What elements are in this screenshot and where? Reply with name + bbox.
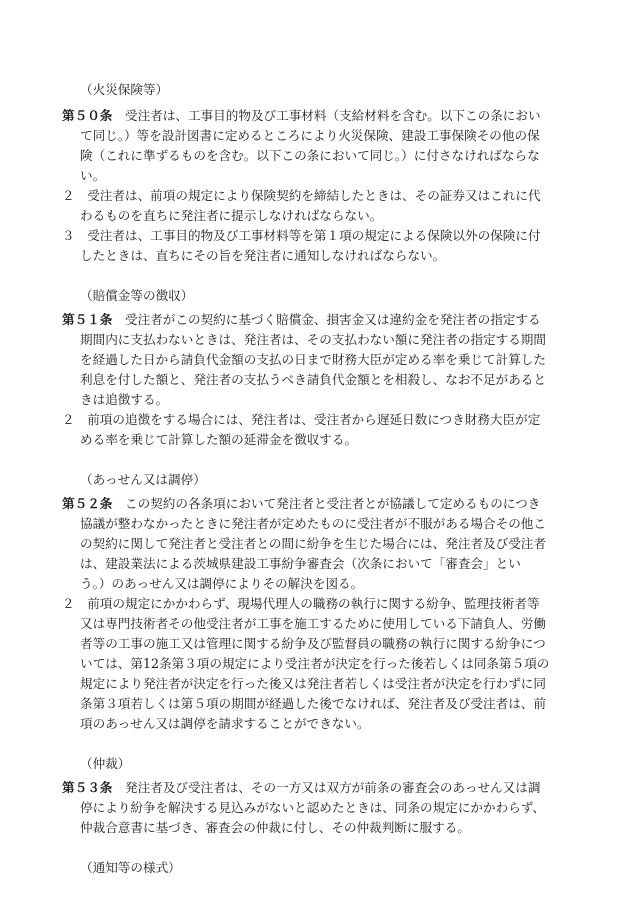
text-line: 受注者がこの契約に基づく賠償金、損害金又は違約金を発注者の指定する bbox=[112, 312, 541, 327]
text-line: したときは、直ちにその旨を発注者に通知しなければならない。 bbox=[80, 248, 446, 263]
text-line: 規定により発注者が決定を行った後又は発注者若しくは受注者が決定を行わずに同 bbox=[80, 676, 546, 691]
article-heading: （通知等の様式） bbox=[80, 860, 181, 875]
text-line: 停により紛争を解決する見込みがないと認めたときは、同条の規定にかかわらず、 bbox=[80, 800, 545, 815]
text-line: いては、第12条第３項の規定により受注者が決定を行った後若しくは同条第５項の bbox=[80, 656, 550, 671]
article-heading: （あっせん又は調停） bbox=[80, 472, 206, 487]
text-line: の契約に関して発注者と受注者との間に紛争を生じた場合には、発注者及び受注者 bbox=[80, 536, 546, 551]
text-line: 発注者及び受注者は、その一方又は双方が前条の審査会のあっせん又は調 bbox=[112, 780, 541, 795]
article-number: 第５１条 bbox=[62, 312, 113, 327]
article-number: 第５３条 bbox=[62, 780, 113, 795]
text-line: 利息を付した額と、発注者の支払うべき請負代金額とを相殺し、なお不足があると bbox=[80, 372, 546, 387]
text-line: を経過した日から請負代金額の支払の日まで財務大臣が定める率を乗じて計算した bbox=[80, 352, 546, 367]
text-line: ２ 受注者は、前項の規定により保険契約を締結したときは、その証券又はこれに代 bbox=[62, 188, 541, 203]
text-line: める率を乗じて計算した額の延滞金を徴収する。 bbox=[80, 432, 358, 447]
text-line: ２ 前項の追徴をする場合には、発注者は、受注者から遅延日数につき財務大臣が定 bbox=[62, 412, 541, 427]
text-line: ２ 前項の規定にかかわらず、現場代理人の職務の執行に関する紛争、監理技術者等 bbox=[62, 596, 540, 611]
text-line: い。 bbox=[80, 168, 106, 183]
text-line: 期間内に支払わないときは、発注者は、その支払わない額に発注者の指定する期間 bbox=[80, 332, 546, 347]
article-first-line bbox=[62, 106, 541, 126]
text-line: 険（これに準ずるものを含む。以下この条において同じ。）に付さなければならな bbox=[80, 148, 540, 163]
article-first-line bbox=[62, 778, 540, 798]
text-line: きは追徴する。 bbox=[80, 392, 169, 407]
article-first-line bbox=[62, 494, 540, 514]
text-line: ３ 受注者は、工事目的物及び工事材料等を第１項の規定による保険以外の保険に付 bbox=[62, 228, 541, 243]
article-heading: （賠償金等の徴収） bbox=[80, 288, 194, 303]
text-line: 又は専門技術者その他受注者が工事を施工するために使用している下請負人、労働 bbox=[80, 616, 546, 631]
text-line: は、建設業法による茨城県建設工事紛争審査会（次条において「審査会」とい bbox=[80, 556, 521, 571]
article-heading: （火災保険等） bbox=[80, 82, 169, 97]
article-number: 第５０条 bbox=[62, 108, 113, 123]
article-first-line bbox=[62, 310, 541, 330]
text-line: て同じ。）等を設計図書に定めるところにより火災保険、建設工事保険その他の保 bbox=[80, 128, 540, 143]
text-line: 条第３項若しくは第５項の期間が経過した後でなければ、発注者及び受注者は、前 bbox=[80, 696, 546, 711]
article-heading: （仲裁） bbox=[80, 756, 131, 771]
text-line: 協議が整わなかったときに発注者が定めたものに受注者が不服がある場合その他こ bbox=[80, 516, 546, 531]
text-line: 仲裁合意書に基づき、審査会の仲裁に付し、その仲裁判断に服する。 bbox=[80, 820, 470, 835]
text-line: う。）のあっせん又は調停によりその解決を図る。 bbox=[80, 576, 364, 591]
text-line: この契約の各条項において発注者と受注者とが協議して定めるものにつき bbox=[112, 496, 541, 511]
article-number: 第５２条 bbox=[62, 496, 113, 511]
text-line: 項のあっせん又は調停を請求することができない。 bbox=[80, 716, 370, 731]
text-line: 者等の工事の施工又は管理に関する紛争及び監督員の職務の執行に関する紛争につ bbox=[80, 636, 546, 651]
text-line: わるものを直ちに発注者に提示しなければならない。 bbox=[80, 208, 383, 223]
text-line: 受注者は、工事目的物及び工事材料（支給材料を含む。以下この条におい bbox=[112, 108, 541, 123]
